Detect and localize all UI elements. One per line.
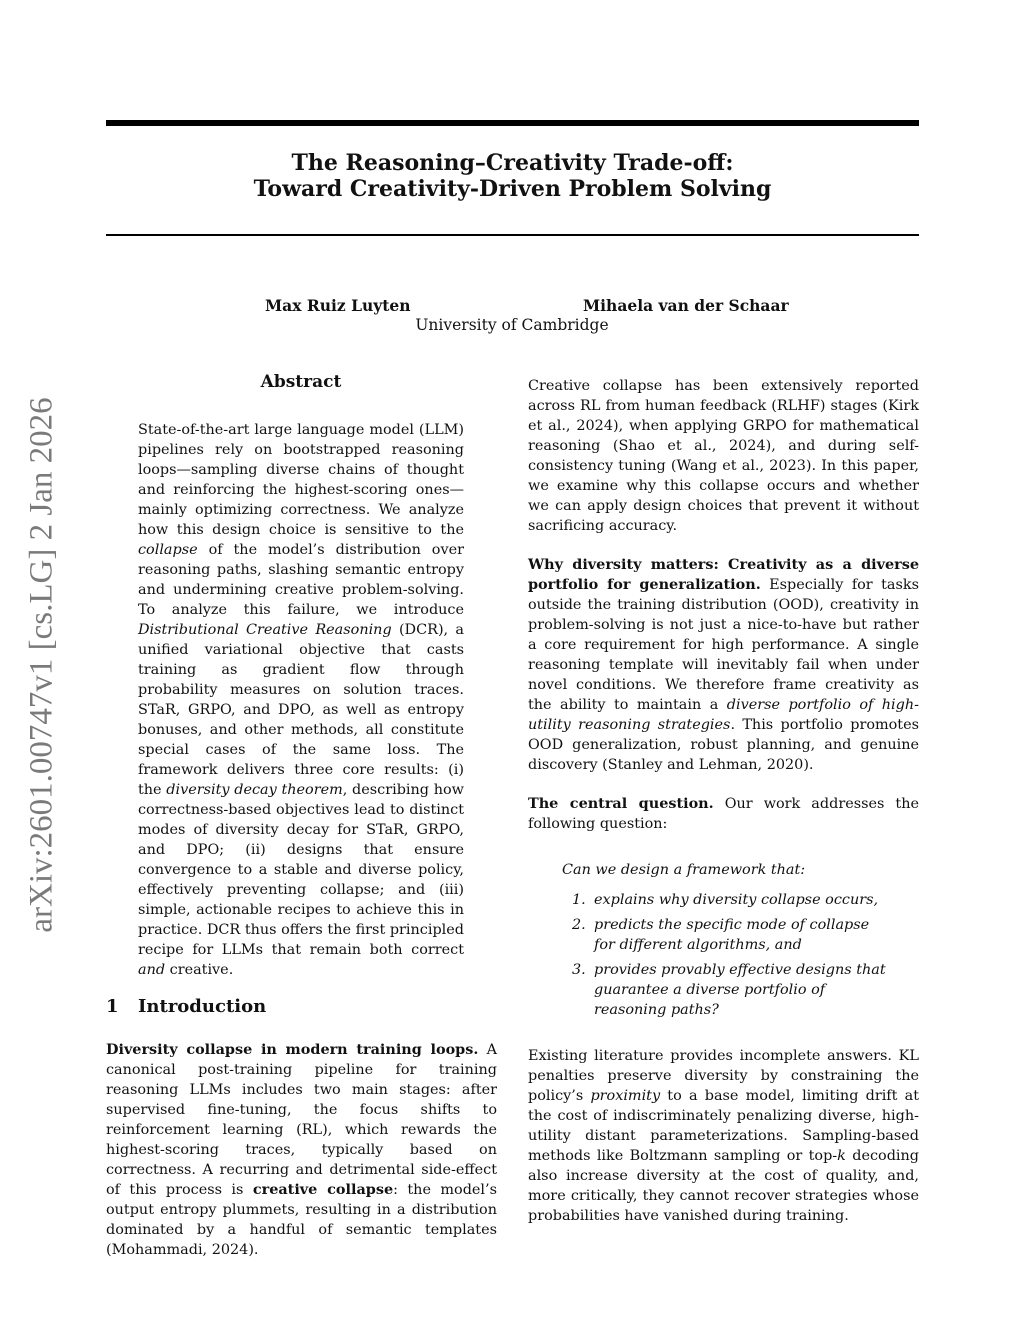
paragraph-text: : the model’s output entropy plummets, resulting in a distribution dominated by a handful of semantic templates (Mohammadi, 2024).: [106, 1182, 497, 1258]
list-item-text: explains why diversity collapse occurs,: [594, 892, 879, 908]
paragraph-lead: Why diversity matters: Creativity as a diverse portfolio for generalization.: [528, 556, 919, 593]
list-item-number: 1.: [572, 892, 586, 908]
right-column: [528, 376, 919, 1226]
paragraph-text: Especially for tasks outside the training distribution (OOD), creativity in problem-solving is not just a nice-to-have but rather a core requirement for high performance. A single reasoning template will inevitably fail when under novel conditions. We therefore frame creativity as the ability to maintain a: [528, 577, 919, 713]
section-heading-introduction: [106, 996, 266, 1017]
list-item-number: 2.: [572, 917, 586, 933]
abstract-text: of the model’s distribution over reasoning paths, slashing semantic entropy and undermining creative problem-solving. To analyze this failure, we introduce: [138, 542, 464, 618]
intro-paragraph: [106, 1040, 497, 1260]
paragraph-text: decoding also increase diversity at the cost of quality, and, more critically, they cannot recover strategies whose probabilities have vanished during training.: [528, 1148, 919, 1224]
arxiv-identifier: arXiv:2601.00747v1 [cs.LG] 2 Jan 2026: [23, 397, 60, 933]
paragraph-emphasis: diverse portfolio of high-utility reasoning strategies: [528, 697, 919, 733]
abstract-text: , describing how correctness-based objectives lead to distinct modes of diversity decay for STaR, GRPO, and DPO; (ii) designs that ensure convergence to a stable and diverse policy, effectively preventing collapse; and (iii) simple, actionable recipes to achieve this in practice. DCR thus offers the first principled recipe for LLMs that remain both correct: [138, 782, 464, 958]
abstract-text: (DCR), a unified variational objective that casts training as gradient flow through probability measures on solution traces. STaR, GRPO, and DPO, as well as entropy bonuses, and other methods, all constitute special cases of the same loss. The framework delivers three core results: (i) the: [138, 622, 464, 798]
list-item: [562, 890, 888, 910]
paragraph-bold-term: creative collapse: [252, 1181, 394, 1198]
paragraph-emphasis: k: [837, 1148, 846, 1164]
abstract-text: creative.: [165, 962, 234, 978]
paragraph-text: . This portfolio promotes OOD generalization, robust planning, and genuine discovery (Stanley and Lehman, 2020).: [528, 717, 919, 773]
paper-title: [106, 150, 919, 202]
section-number: 1: [106, 996, 119, 1017]
paragraph-lead: Diversity collapse in modern training loops.: [106, 1041, 479, 1058]
abstract-emphasis: Distributional Creative Reasoning: [138, 622, 392, 638]
paragraph-text: A canonical post-training pipeline for training reasoning LLMs includes two main stages: after supervised fine-tuning, the focus shifts to reinforcement learning (RL), which rewards the highest-scoring traces, typically based on correctness. A recurring and detrimental side-effect of this process is: [106, 1042, 497, 1198]
title-rule-bottom: [106, 234, 919, 236]
paragraph-text: Existing literature provides incomplete answers. KL penalties preserve diversity by constraining the policy’s: [528, 1048, 919, 1104]
title-rule-top: [106, 120, 919, 126]
list-item: [562, 915, 888, 955]
author-name: Mihaela van der Schaar: [583, 296, 789, 315]
paragraph-lead: The central question.: [528, 795, 714, 812]
paragraph-existing-literature: [528, 1046, 919, 1226]
abstract-text: State-of-the-art large language model (LLM) pipelines rely on bootstrapped reasoning loops—sampling diverse chains of thought and reinforcing the highest-scoring ones—mainly optimizing correctness. We analyze how this design choice is sensitive to the: [138, 422, 464, 538]
paper-title-line-1: The Reasoning–Creativity Trade-off:: [291, 150, 734, 176]
abstract-emphasis: collapse: [138, 542, 198, 558]
paragraph-creative-collapse: Creative collapse has been extensively reported across RL from human feedback (RLHF) stages (Kirk et al., 2024), when applying GRPO for mathematical reasoning (Shao et al., 2024), and during self-consistency tuning (Wang et al., 2023). In this paper, we examine why this collapse occurs and whether we can apply design choices that prevent it without sacrificing accuracy.: [528, 378, 919, 534]
question-list: [562, 890, 888, 1020]
author-name: Max Ruiz Luyten: [265, 296, 411, 315]
paragraph-emphasis: proximity: [590, 1088, 661, 1104]
abstract-heading: Abstract: [260, 372, 342, 392]
list-item: [562, 960, 888, 1020]
paragraph-text: to a base model, limiting drift at the cost of indiscriminately penalizing diverse, high-utility distant parameterizations. Sampling-based methods like Boltzmann sampling or top-: [528, 1088, 919, 1164]
paragraph-why-diversity: [528, 555, 919, 775]
paragraph-text: Our work addresses the following question:: [528, 796, 919, 832]
abstract-emphasis: diversity decay theorem: [166, 782, 343, 798]
list-item-text: predicts the specific mode of collapse for different algorithms, and: [594, 917, 870, 953]
paper-title-line-2: Toward Creativity-Driven Problem Solving: [253, 176, 772, 202]
author-affiliation: University of Cambridge: [415, 316, 609, 334]
abstract-body: [138, 420, 464, 980]
list-item-number: 3.: [572, 962, 586, 978]
section-title: Introduction: [138, 996, 267, 1017]
paragraph-central-question: [528, 794, 919, 834]
question-intro: Can we design a framework that:: [562, 862, 806, 878]
list-item-text: provides provably effective designs that guarantee a diverse portfolio of reasoning paths?: [594, 962, 886, 1018]
abstract-emphasis: and: [138, 962, 166, 978]
